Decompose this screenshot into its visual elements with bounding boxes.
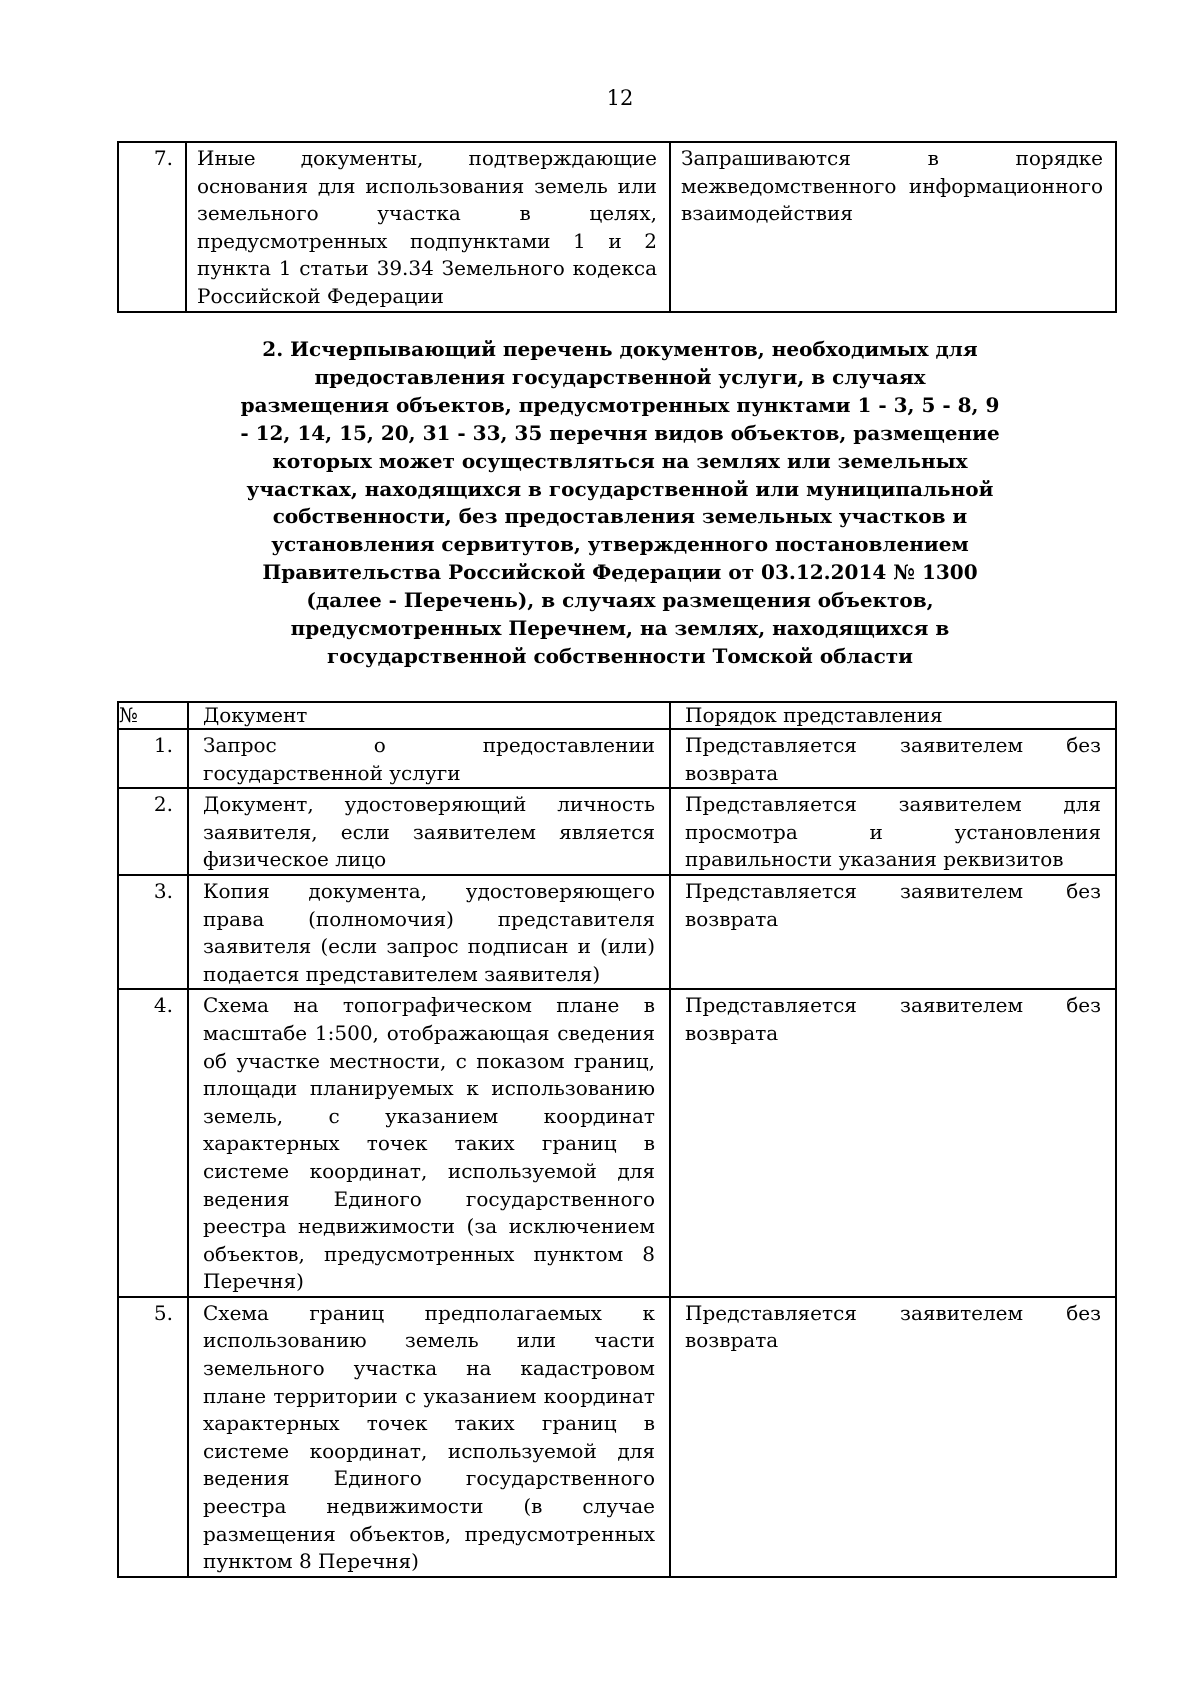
header-num: № <box>118 702 188 729</box>
row-number: 1. <box>118 729 188 788</box>
document-cell: Схема границ предполагаемых к использованию земель или части земельного участка на кадастровом плане территории с указанием координат характерных точек таких границ в системе координат, используемой для ведения Единого государственного реестра недвижимости (в случае размещения объектов, предусмотренных пунктом 8 Перечня) <box>188 1297 670 1577</box>
table-row <box>118 729 1116 788</box>
table-header-row <box>118 702 1116 729</box>
continuation-table <box>117 141 1117 313</box>
table-row <box>118 1297 1116 1577</box>
document-cell: Запрос о предоставлении государственной услуги <box>188 729 670 788</box>
section-heading: 2. Исчерпывающий перечень документов, необходимых для предоставления государственной услуги, в случаях размещения объектов, предусмотренных пунктами 1 - 3, 5 - 8, 9 - 12, 14, 15, 20, 31 - 33, 35 перечня видов объектов, размещение которых может осуществляться на землях или земельных участках, находящихся в государственной или муниципальной собственности, без предоставления земельных участков и установления сервитутов, утвержденного постановлением Правительства Российской Федерации от 03.12.2014 № 1300 (далее - Перечень), в случаях размещения объектов, предусмотренных Перечнем, на землях, находящихся в государственной собственности Томской области <box>240 337 1000 668</box>
row-number: 7. <box>118 142 186 312</box>
row-number: 4. <box>118 989 188 1297</box>
procedure-cell: Представляется заявителем без возврата <box>670 729 1116 788</box>
document-cell: Копия документа, удостоверяющего права (полномочия) представителя заявителя (если запрос подписан и (или) подается представителем заявителя) <box>188 875 670 989</box>
header-procedure: Порядок представления <box>670 702 1116 729</box>
table-row <box>118 142 1116 312</box>
document-cell: Схема на топографическом плане в масштабе 1:500, отображающая сведения об участке местности, с показом границ, площади планируемых к использованию земель, с указанием координат характерных точек таких границ в системе координат, используемой для ведения Единого государственного реестра недвижимости (за исключением объектов, предусмотренных пунктом 8 Перечня) <box>188 989 670 1297</box>
procedure-cell: Запрашиваются в порядке межведомственного информационного взаимодействия <box>670 142 1116 312</box>
procedure-cell: Представляется заявителем для просмотра и установления правильности указания реквизитов <box>670 788 1116 875</box>
document-cell: Иные документы, подтверждающие основания для использования земель или земельного участка в целях, предусмотренных подпунктами 1 и 2 пункта 1 статьи 39.34 Земельного кодекса Российской Федерации <box>186 142 670 312</box>
procedure-cell: Представляется заявителем без возврата <box>670 1297 1116 1577</box>
document-cell: Документ, удостоверяющий личность заявителя, если заявителем является физическое лицо <box>188 788 670 875</box>
table-row <box>118 875 1116 989</box>
row-number: 5. <box>118 1297 188 1577</box>
header-document: Документ <box>188 702 670 729</box>
documents-table <box>117 701 1117 1578</box>
table-row <box>118 989 1116 1297</box>
table-row <box>118 788 1116 875</box>
procedure-cell: Представляется заявителем без возврата <box>670 875 1116 989</box>
row-number: 3. <box>118 875 188 989</box>
page-number: 12 <box>606 86 634 110</box>
procedure-cell: Представляется заявителем без возврата <box>670 989 1116 1297</box>
row-number: 2. <box>118 788 188 875</box>
